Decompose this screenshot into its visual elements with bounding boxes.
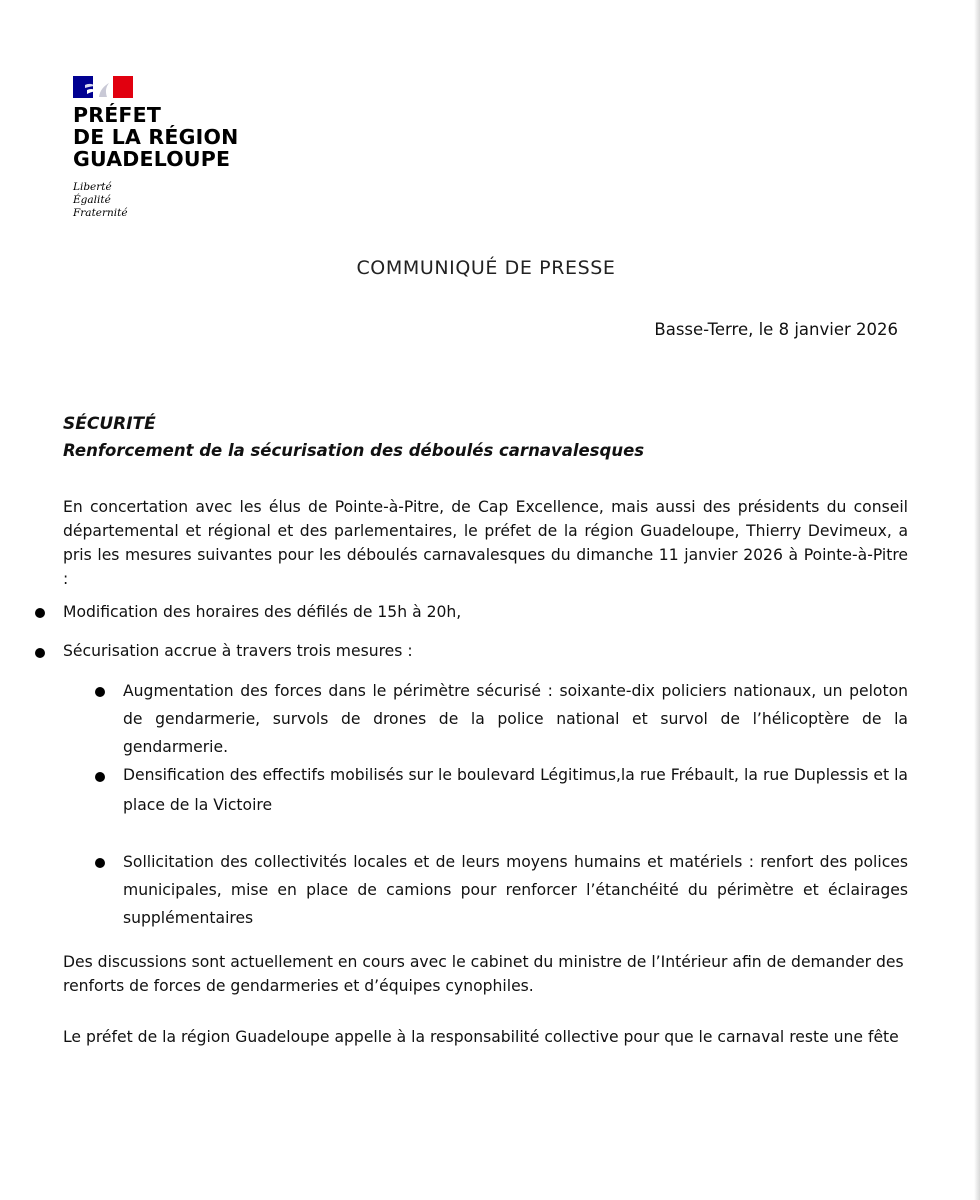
sub-measure-item: Densification des effectifs mobilisés sur le boulevard Légitimus,la rue Frébault, la rue Duplessis et la place de la Victoire — [123, 766, 908, 814]
closing-paragraph: Le préfet de la région Guadeloupe appelle à la responsabilité collective pour que le carnaval reste une fête — [63, 1028, 899, 1046]
place-and-date: Basse-Terre, le 8 janvier 2026 — [654, 320, 898, 339]
motto-line: Liberté — [73, 181, 112, 193]
prefecture-name-line: PRÉFET — [73, 103, 162, 127]
sub-measure-item: Sollicitation des collectivités locales et de leurs moyens humains et matériels : renfort des polices municipales, mise en place de camions pour renforcer l’étanchéité du périmètre et éclairages supplémentaires — [123, 853, 908, 927]
prefecture-logo — [73, 76, 238, 220]
measure-item: Modification des horaires des défilés de 15h à 20h, — [63, 603, 462, 621]
bullet-icon — [35, 608, 45, 618]
bullet-icon — [95, 858, 105, 868]
intro-paragraph: En concertation avec les élus de Pointe-à-Pitre, de Cap Excellence, mais aussi des présidents du conseil départemental et régional et des parlementaires, le préfet de la région Guadeloupe, Thierry Devimeux, a pris les mesures suivantes pour les déboulés carnavalesques du dimanche 11 janvier 2026 à Pointe-à-Pitre : — [63, 498, 908, 588]
marianne-tricolore-icon — [73, 76, 133, 98]
measure-item: Sécurisation accrue à travers trois mesures : — [63, 642, 413, 660]
subject-heading: Renforcement de la sécurisation des déboulés carnavalesques — [63, 441, 645, 460]
bullet-icon — [95, 772, 105, 782]
prefecture-name-line: GUADELOUPE — [73, 147, 231, 171]
document-type-heading: COMMUNIQUÉ DE PRESSE — [356, 257, 616, 279]
prefecture-name — [73, 104, 238, 170]
sub-measure-item: Augmentation des forces dans le périmètre sécurisé : soixante-dix policiers nationaux, un peloton de gendarmerie, survols de drones de la police national et survol de l’hélicoptère de la gendarmerie. — [123, 682, 908, 756]
motto-line: Fraternité — [73, 207, 128, 219]
page-edge-shadow — [974, 0, 980, 1200]
republic-motto — [73, 181, 238, 220]
prefecture-name-line: DE LA RÉGION — [73, 125, 239, 149]
bullet-icon — [95, 687, 105, 697]
topic-heading: SÉCURITÉ — [63, 414, 156, 434]
motto-line: Égalité — [73, 194, 111, 206]
discussions-paragraph: Des discussions sont actuellement en cours avec le cabinet du ministre de l’Intérieur afin de demander des renforts de forces de gendarmeries et d’équipes cynophiles. — [63, 953, 904, 995]
bullet-icon — [35, 648, 45, 658]
